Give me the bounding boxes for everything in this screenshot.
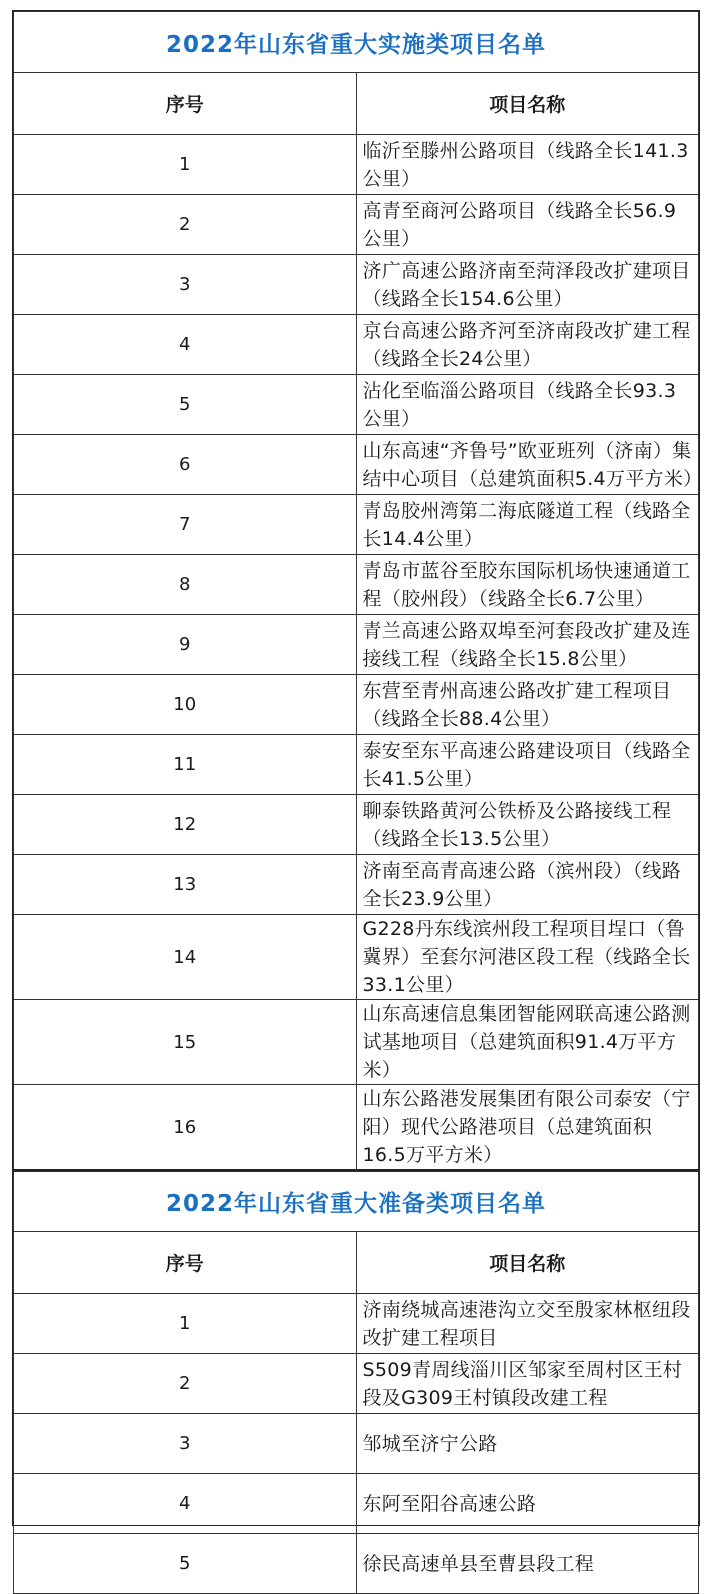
- table-row: [14, 435, 699, 495]
- table-row: [14, 1000, 699, 1085]
- document-frame: [12, 10, 703, 1575]
- row-number: 5: [14, 375, 357, 435]
- row-number: 10: [14, 675, 357, 735]
- project-name: 东营至青州高速公路改扩建工程项目（线路全长88.4公里）: [356, 675, 699, 735]
- table-row: [14, 855, 699, 915]
- row-number: 4: [14, 1474, 357, 1534]
- row-number: 9: [14, 615, 357, 675]
- row-number: 3: [14, 1414, 357, 1474]
- implementation-title: 2022年山东省重大实施类项目名单: [14, 12, 699, 73]
- table-row: [14, 135, 699, 195]
- table-row: [14, 375, 699, 435]
- table-row: [14, 255, 699, 315]
- row-number: 4: [14, 315, 357, 375]
- project-name: 山东高速“齐鲁号”欧亚班列（济南）集结中心项目（总建筑面积5.4万平方米）: [356, 435, 699, 495]
- project-name: 济南绕城高速港沟立交至殷家林枢纽段改扩建工程项目: [356, 1294, 699, 1354]
- table-row: [14, 915, 699, 1000]
- table-row: [14, 615, 699, 675]
- project-name: 泰安至东平高速公路建设项目（线路全长41.5公里）: [356, 735, 699, 795]
- implementation-table: [13, 11, 703, 1171]
- project-name: 高青至商河公路项目（线路全长56.9公里）: [356, 195, 699, 255]
- project-name: 聊泰铁路黄河公铁桥及公路接线工程（线路全长13.5公里）: [356, 795, 699, 855]
- column-header-name: 项目名称: [356, 73, 699, 135]
- row-number: 2: [14, 195, 357, 255]
- project-name: 徐民高速单县至曹县段工程: [356, 1534, 699, 1594]
- row-number: 8: [14, 555, 357, 615]
- row-number: 16: [14, 1085, 357, 1171]
- project-name: 邹城至济宁公路: [356, 1414, 699, 1474]
- project-name: 临沂至滕州公路项目（线路全长141.3公里）: [356, 135, 699, 195]
- preparation-title: 2022年山东省重大准备类项目名单: [14, 1172, 699, 1232]
- table-row: [14, 1354, 699, 1414]
- table-row: [14, 555, 699, 615]
- table-row: [14, 315, 699, 375]
- table-row: [14, 195, 699, 255]
- project-name: 青兰高速公路双埠至河套段改扩建及连接线工程（线路全长15.8公里）: [356, 615, 699, 675]
- project-name: 京台高速公路齐河至济南段改扩建工程（线路全长24公里）: [356, 315, 699, 375]
- project-name: G228丹东线滨州段工程项目埕口（鲁冀界）至套尔河港区段工程（线路全长33.1公里）: [356, 915, 699, 1000]
- table-row: [14, 495, 699, 555]
- row-number: 14: [14, 915, 357, 1000]
- project-name: 济广高速公路济南至菏泽段改扩建项目（线路全长154.6公里）: [356, 255, 699, 315]
- row-number: 7: [14, 495, 357, 555]
- row-number: 12: [14, 795, 357, 855]
- row-number: 1: [14, 135, 357, 195]
- column-header-number: 序号: [14, 1232, 357, 1294]
- preparation-rows: [14, 1294, 699, 1594]
- row-number: 15: [14, 1000, 357, 1085]
- project-name: 山东公路港发展集团有限公司泰安（宁阳）现代公路港项目（总建筑面积16.5万平方米）: [356, 1085, 699, 1171]
- table-row: [14, 1414, 699, 1474]
- project-name: 沾化至临淄公路项目（线路全长93.3公里）: [356, 375, 699, 435]
- row-number: 11: [14, 735, 357, 795]
- row-number: 2: [14, 1354, 357, 1414]
- table-row: [14, 675, 699, 735]
- table-row: [14, 795, 699, 855]
- row-number: 5: [14, 1534, 357, 1594]
- row-number: 3: [14, 255, 357, 315]
- table-row: [14, 1534, 699, 1594]
- row-number: 13: [14, 855, 357, 915]
- row-number: 6: [14, 435, 357, 495]
- table-row: [14, 1294, 699, 1354]
- project-name: 济南至高青高速公路（滨州段）（线路全长23.9公里）: [356, 855, 699, 915]
- column-header-number: 序号: [14, 73, 357, 135]
- project-name: S509青周线淄川区邹家至周村区王村段及G309王村镇段改建工程: [356, 1354, 699, 1414]
- project-name: 青岛市蓝谷至胶东国际机场快速通道工程（胶州段）（线路全长6.7公里）: [356, 555, 699, 615]
- preparation-table: [13, 1171, 699, 1594]
- column-header-name: 项目名称: [356, 1232, 699, 1294]
- table-row: [14, 735, 699, 795]
- project-name: 青岛胶州湾第二海底隧道工程（线路全长14.4公里）: [356, 495, 699, 555]
- table-row: [14, 1474, 699, 1534]
- table-row: [14, 1085, 699, 1171]
- row-number: 1: [14, 1294, 357, 1354]
- implementation-rows: [14, 135, 703, 1171]
- project-name: 东阿至阳谷高速公路: [356, 1474, 699, 1534]
- project-name: 山东高速信息集团智能网联高速公路测试基地项目（总建筑面积91.4万平方米）: [356, 1000, 699, 1085]
